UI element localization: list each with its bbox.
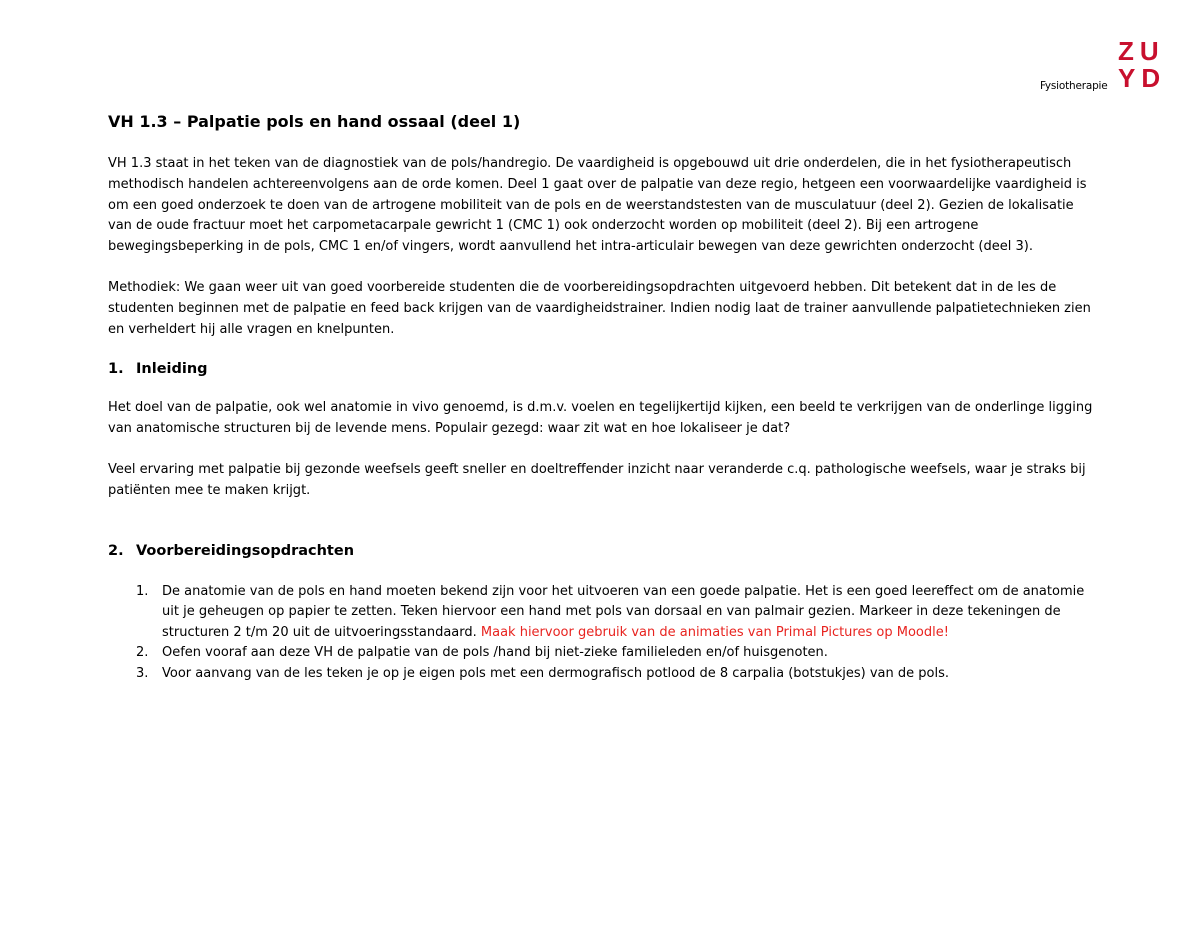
brand-line-1: ZU <box>1118 36 1165 66</box>
zuyd-logo <box>1040 38 1170 98</box>
list-item-text: Voor aanvang van de les teken je op je eigen pols met een dermografisch potlood de 8 carpalia (botstukjes) van de pols. <box>162 665 949 681</box>
list-item-number: 2. <box>136 645 149 661</box>
brand-line-2: YD <box>1118 63 1167 93</box>
method-paragraph: Methodiek: We gaan weer uit van goed voorbereide studenten die de voorbereidingsopdrachten uitgevoerd hebben. Dit betekent dat in de les de studenten beginnen met de palpatie en feed back krijgen van de vaardigheidstrainer. Indien nodig laat de trainer aanvullende palpatietechnieken zien en verheldert hij alle vragen en knelpunten. <box>108 279 1091 337</box>
section-number: 2. <box>108 542 124 559</box>
inleiding-paragraph-2: Veel ervaring met palpatie bij gezonde weefsels geeft sneller en doeltreffender inzicht naar veranderde c.q. pathologische weefsels, waar je straks bij patiënten mee te maken krijgt. <box>108 461 1086 498</box>
section-number: 1. <box>108 361 124 378</box>
section-heading-inleiding <box>108 358 1098 380</box>
section-title: Voorbereidingsopdrachten <box>136 542 355 559</box>
department-label: Fysiotherapie <box>1040 80 1108 92</box>
assignment-list <box>108 582 1098 685</box>
list-item-text: De anatomie van de pols en hand moeten bekend zijn voor het uitvoeren van een goede palpatie. Het is een goed leereffect om de anatomie uit je geheugen op papier te zetten. Teken hiervoor een hand met pols van dorsaal en van palmair gezien. Markeer in deze tekeningen de structuren 2 t/m 20 uit de uitvoeringsstandaard. <box>162 583 1085 640</box>
intro-paragraph: VH 1.3 staat in het teken van de diagnostiek van de pols/handregio. De vaardigheid is opgebouwd uit drie onderdelen, die in het fysiotherapeutisch methodisch handelen achtereenvolgens aan de orde komen. Deel 1 gaat over de palpatie van deze regio, hetgeen een voorwaardelijke vaardigheid is om een goed onderzoek te doen van de artrogene mobiliteit van de pols en de weerstandstesten van de musculatuur (deel 2). Gezien de lokalisatie van de oude fractuur moet het carpometacarpale gewricht 1 (CMC 1) ook onderzocht worden op mobiliteit (deel 2). Bij een artrogene bewegingsbeperking in de pols, CMC 1 en/of vingers, wordt aanvullend het intra-articulair bewegen van deze gewrichten onderzocht (deel 3). <box>108 156 1087 255</box>
list-item-number: 3. <box>136 665 149 681</box>
list-item-number: 1. <box>136 583 149 599</box>
list-item <box>108 582 1098 644</box>
inleiding-paragraph-1: Het doel van de palpatie, ook wel anatomie in vivo genoemd, is d.m.v. voelen en tegelijkertijd kijken, een beeld te verkrijgen van de onderlinge ligging van anatomische structuren bij de levende mens. Populair gezegd: waar zit wat en hoe lokaliseer je dat? <box>108 400 1093 437</box>
document-title: VH 1.3 – Palpatie pols en hand ossaal (deel 1) <box>108 112 521 131</box>
section-title: Inleiding <box>136 361 208 378</box>
moodle-highlight: Maak hiervoor gebruik van de animaties van Primal Pictures op Moodle! <box>480 624 949 640</box>
list-item <box>108 643 1098 664</box>
list-item-text: Oefen vooraf aan deze VH de palpatie van de pols /hand bij niet-zieke familieleden en/of huisgenoten. <box>162 645 828 661</box>
brand-wordmark <box>1118 38 1166 92</box>
list-item <box>108 664 1098 685</box>
document-body <box>108 110 1098 684</box>
section-heading-voorbereidingsopdrachten <box>108 540 1098 562</box>
